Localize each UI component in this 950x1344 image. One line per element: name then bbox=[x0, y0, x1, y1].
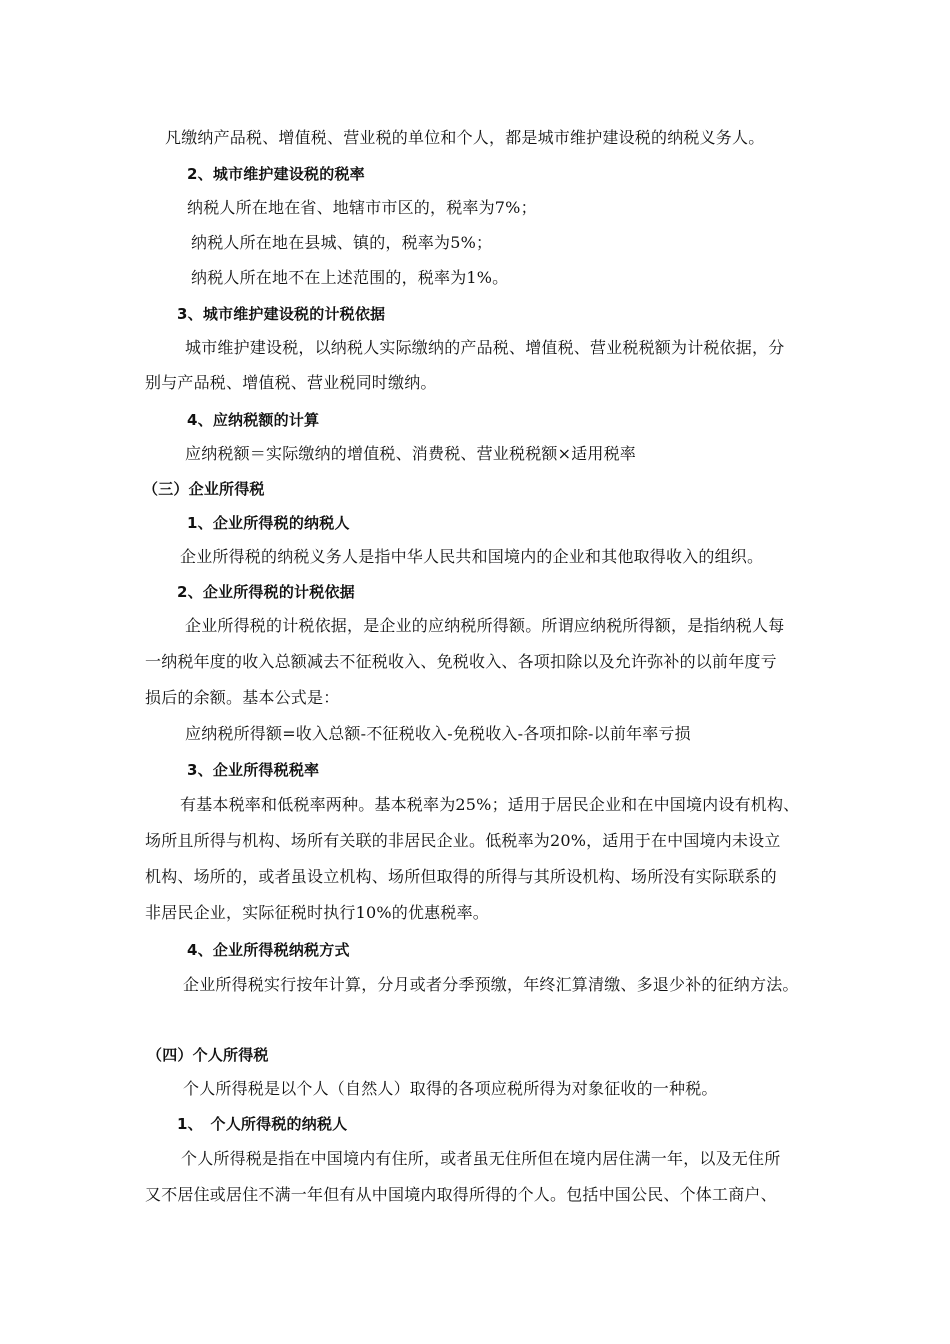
section-heading: 4、应纳税额的计算 bbox=[187, 411, 320, 429]
paragraph-line: 机构、场所的，或者虽设立机构、场所但取得的所得与其所设机构、场所没有实际联系的 bbox=[145, 867, 777, 886]
paragraph-line: 纳税人所在地在县城、镇的，税率为5%； bbox=[191, 233, 493, 252]
section-heading: 3、城市维护建设税的计税依据 bbox=[177, 305, 386, 323]
paragraph-line: 个人所得税是以个人（自然人）取得的各项应税所得为对象征收的一种税。 bbox=[183, 1079, 718, 1098]
paragraph-line: 企业所得税实行按年计算，分月或者分季预缴，年终汇算清缴、多退少补的征纳方法。 bbox=[183, 975, 799, 994]
paragraph-line: 场所且所得与机构、场所有关联的非居民企业。低税率为20%，适用于在中国境内未设立 bbox=[145, 831, 781, 850]
paragraph-line: 企业所得税的计税依据，是企业的应纳税所得额。所谓应纳税所得额，是指纳税人每 bbox=[185, 616, 785, 635]
paragraph-line: 非居民企业，实际征税时执行10%的优惠税率。 bbox=[145, 903, 489, 922]
paragraph-line: 一纳税年度的收入总额减去不征税收入、免税收入、各项扣除以及允许弥补的以前年度亏 bbox=[145, 652, 777, 671]
paragraph-line: 损后的余额。基本公式是： bbox=[145, 688, 340, 707]
section-heading: 2、城市维护建设税的税率 bbox=[187, 165, 365, 183]
paragraph-line: 纳税人所在地不在上述范围的，税率为1%。 bbox=[191, 268, 509, 287]
paragraph-line: 有基本税率和低税率两种。基本税率为25%；适用于居民企业和在中国境内设有机构、 bbox=[180, 795, 800, 814]
formula-line: 应纳税所得额=收入总额-不征税收入-免税收入-各项扣除-以前年率亏损 bbox=[185, 724, 691, 743]
paragraph-line: 应纳税额＝实际缴纳的增值税、消费税、营业税税额×适用税率 bbox=[185, 444, 637, 463]
paragraph-line: 城市维护建设税，以纳税人实际缴纳的产品税、增值税、营业税税额为计税依据，分 bbox=[185, 338, 785, 357]
section-heading: 2、企业所得税的计税依据 bbox=[177, 583, 355, 601]
paragraph-line: 纳税人所在地在省、地辖市市区的，税率为7%； bbox=[187, 198, 537, 217]
section-heading: 3、企业所得税税率 bbox=[187, 761, 320, 779]
section-heading: 1、 个人所得税的纳税人 bbox=[177, 1115, 348, 1133]
paragraph-line: 凡缴纳产品税、增值税、营业税的单位和个人，都是城市维护建设税的纳税义务人。 bbox=[165, 128, 765, 147]
paragraph-line: 企业所得税的纳税义务人是指中华人民共和国境内的企业和其他取得收入的组织。 bbox=[180, 547, 764, 566]
chapter-heading: （四）个人所得税 bbox=[147, 1046, 269, 1064]
chapter-heading: （三）企业所得税 bbox=[143, 480, 265, 498]
section-heading: 1、企业所得税的纳税人 bbox=[187, 514, 350, 532]
paragraph-line: 个人所得税是指在中国境内有住所，或者虽无住所但在境内居住满一年，以及无住所 bbox=[181, 1149, 781, 1168]
paragraph-line: 又不居住或居住不满一年但有从中国境内取得所得的个人。包括中国公民、个体工商户、 bbox=[145, 1185, 777, 1204]
section-heading: 4、企业所得税纳税方式 bbox=[187, 941, 350, 959]
paragraph-line: 别与产品税、增值税、营业税同时缴纳。 bbox=[145, 373, 437, 392]
